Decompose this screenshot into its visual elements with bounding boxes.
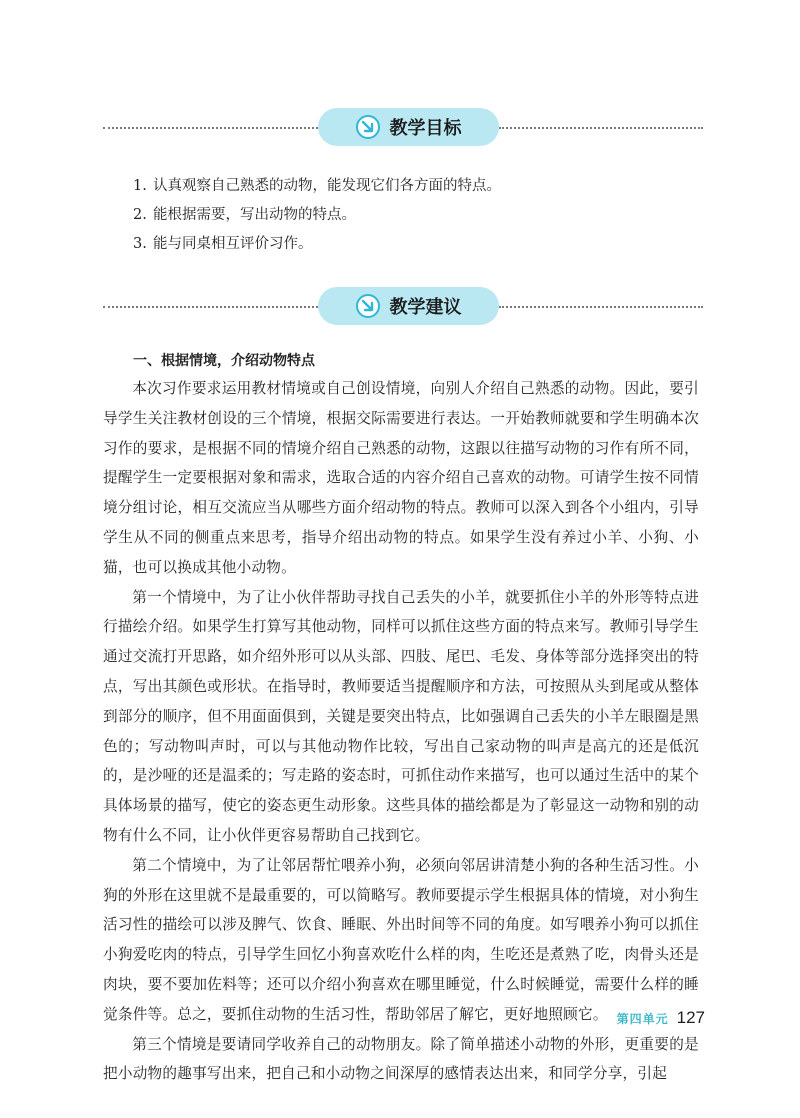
page-footer: [617, 1008, 705, 1028]
paragraph: 第二个情境中，为了让邻居帮忙喂养小狗，必须向邻居讲清楚小狗的各种生活习性。小狗的外形在这里就不是最重要的，可以简略写。教师要提示学生根据具体的情境，对小狗生活习性的描绘可以涉及脾气、饮食、睡眠、外出时间等不同的角度。如写喂养小狗可以抓住小狗爱吃肉的特点，引导学生回忆小狗喜欢吃什么样的肉，生吃还是煮熟了吃，肉骨头还是肉块，要不要加佐料等；还可以介绍小狗喜欢在哪里睡觉，什么时候睡觉，需要什么样的睡觉条件等。总之，要抓住动物的生活习性，帮助邻居了解它，更好地照顾它。: [103, 856, 699, 1023]
dotted-divider: [103, 127, 318, 129]
section-title-pill: [318, 287, 499, 325]
paragraph: 第三个情境是要请同学收养自己的动物朋友。除了简单描述小动物的外形，更重要的是把小动物的趣事写出来，把自己和小动物之间深厚的感情表达出来，和同学分享，引起: [103, 1035, 699, 1083]
section-title-pill: [318, 108, 499, 146]
list-item: 3. 能与同桌相互评价习作。: [133, 236, 313, 252]
page-number: 127: [676, 1008, 705, 1027]
section-header-goals: [103, 108, 703, 148]
arrow-down-right-icon: [356, 115, 380, 139]
arrow-down-right-icon: [356, 294, 380, 318]
body-text: [103, 374, 699, 1089]
list-item: 2. 能根据需要，写出动物的特点。: [133, 207, 356, 223]
paragraph: 本次习作要求运用教材情境或自己创设情境，向别人介绍自己熟悉的动物。因此，要引导学生关注教材创设的三个情境，根据交际需要进行表达。一开始教师就要和学生明确本次习作的要求，是根据不同的情境介绍自己熟悉的动物，这跟以往描写动物的习作有所不同，提醒学生一定要根据对象和需求，选取合适的内容介绍自己喜欢的动物。可请学生按不同情境分组讨论，相互交流应当从哪些方面介绍动物的特点。教师可以深入到各个小组内，引导学生从不同的侧重点来思考，指导介绍出动物的特点。如果学生没有养过小羊、小狗、小猫，也可以换成其他小动物。: [103, 380, 699, 576]
dotted-divider: [499, 306, 703, 308]
unit-label: 第四单元: [616, 1012, 669, 1026]
dotted-divider: [499, 127, 703, 129]
list-item: 1. 认真观察自己熟悉的动物，能发现它们各方面的特点。: [133, 178, 501, 194]
section-title: 教学建议: [389, 297, 462, 318]
subheading: 一、根据情境，介绍动物特点: [133, 353, 315, 369]
section-title: 教学目标: [389, 118, 462, 139]
paragraph: 第一个情境中，为了让小伙伴帮助寻找自己丢失的小羊，就要抓住小羊的外形等特点进行描绘介绍。如果学生打算写其他动物，同样可以抓住这些方面的特点来写。教师引导学生通过交流打开思路，如介绍外形可以从头部、四肢、尾巴、毛发、身体等部分选择突出的特点，写出其颜色或形状。在指导时，教师要适当提醒顺序和方法，可按照从头到尾或从整体到部分的顺序，但不用面面俱到，关键是要突出特点，比如强调自己丢失的小羊左眼圈是黑色的；写动物叫声时，可以与其他动物作比较，写出自己家动物的叫声是高亢的还是低沉的，是沙哑的还是温柔的；写走路的姿态时，可抓住动作来描写，也可以通过生活中的某个具体场景的描写，使它的姿态更生动形象。这些具体的描绘都是为了彰显这一动物和别的动物有什么不同，让小伙伴更容易帮助自己找到它。: [103, 588, 699, 844]
dotted-divider: [103, 306, 318, 308]
goals-list: [133, 172, 501, 259]
section-header-suggestions: [103, 287, 703, 327]
